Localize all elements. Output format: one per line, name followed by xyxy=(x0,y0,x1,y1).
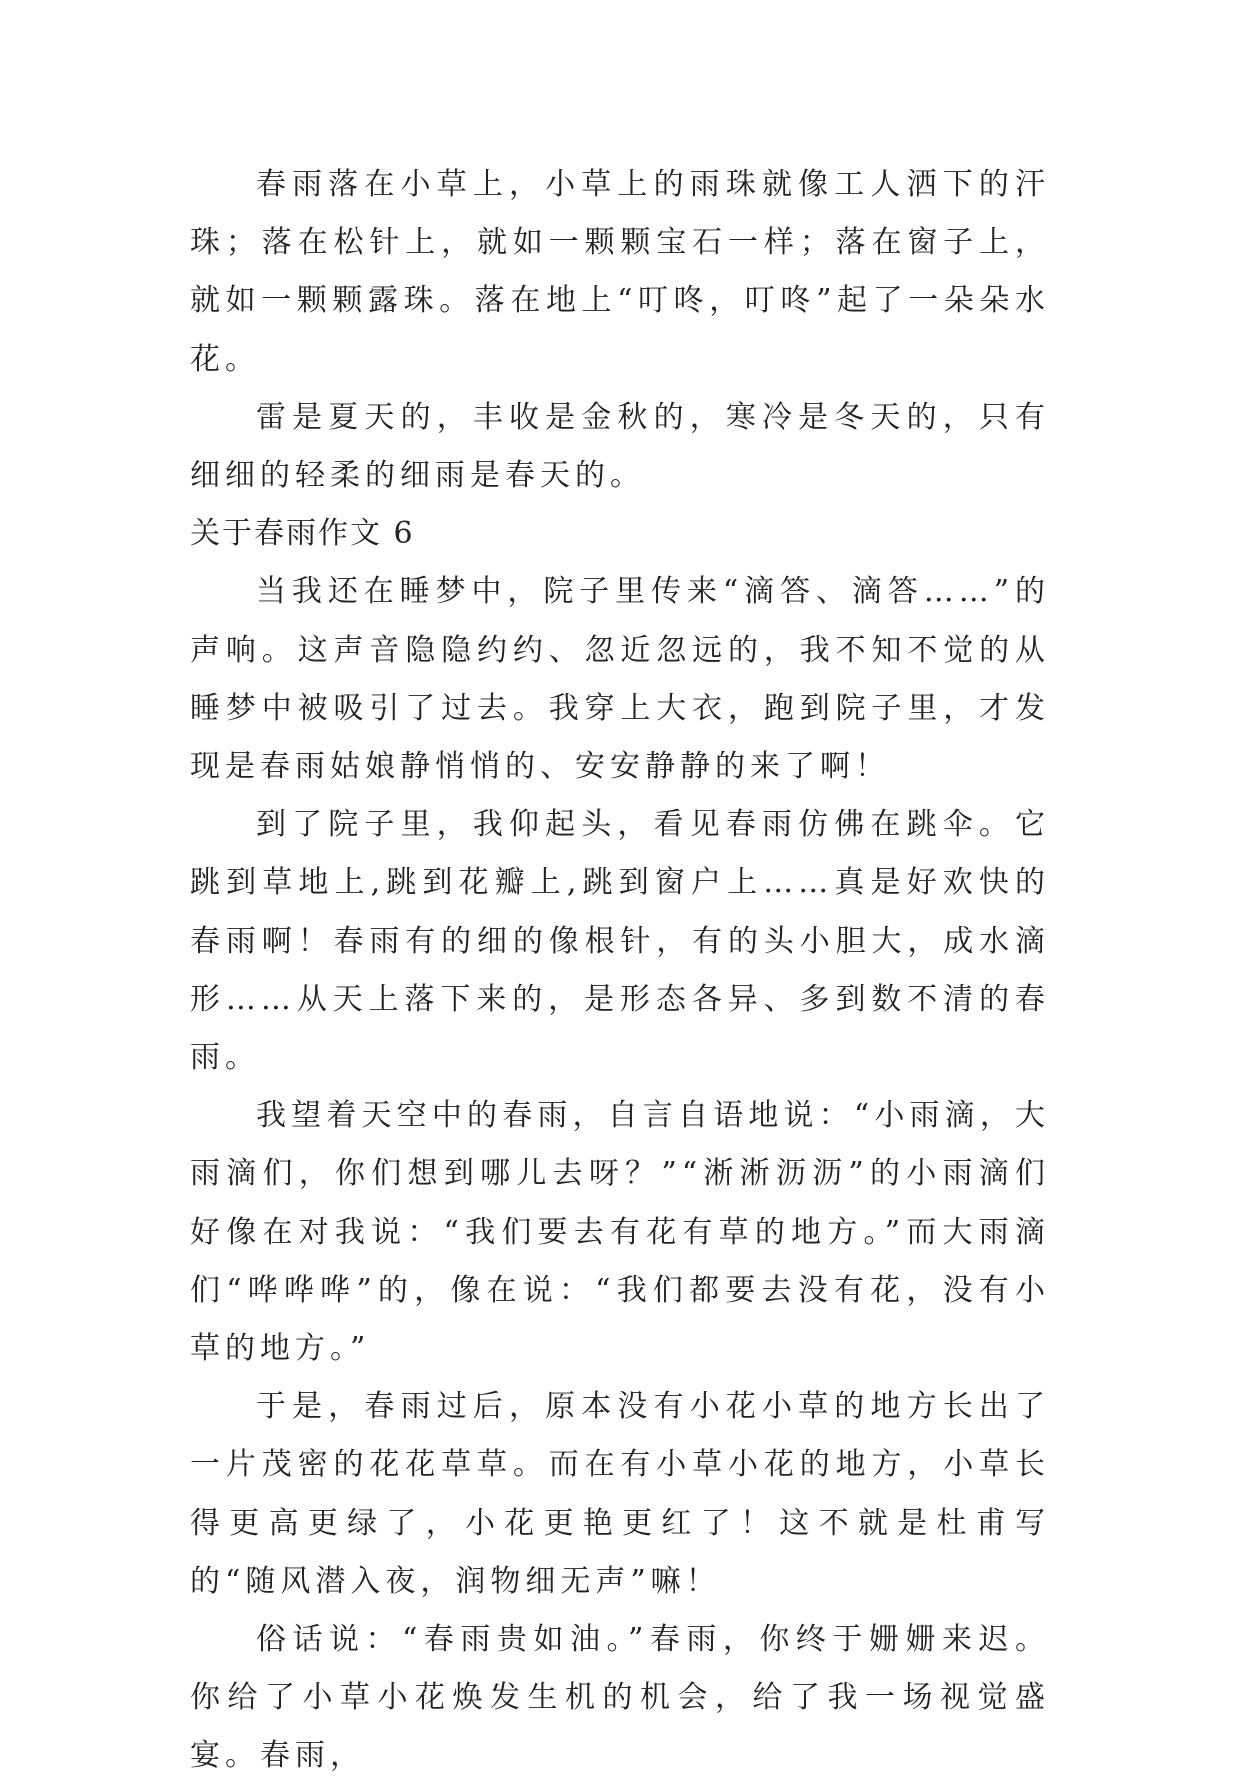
paragraph: 雷是夏天的，丰收是金秋的，寒冷是冬天的，只有细细的轻柔的细雨是春天的。 xyxy=(190,399,1050,494)
paragraph: 我望着天空中的春雨，自言自语地说：“小雨滴，大雨滴们，你们想到哪儿去呀？”“淅淅沥沥”的小雨滴们好像在对我说：“我们要去有花有草的地方。”而大雨滴们“哗哗哗”的，像在说：“我们都要去没有花，没有小草的地方。” xyxy=(190,1098,1050,1367)
paragraph: 春雨落在小草上，小草上的雨珠就像工人洒下的汗珠；落在松针上，就如一颗颗宝石一样；落在窗子上，就如一颗颗露珠。落在地上“叮咚，叮咚”起了一朵朵水花。 xyxy=(190,167,1050,377)
paragraph: 当我还在睡梦中，院子里传来“滴答、滴答……”的声响。这声音隐隐约约、忽近忽远的，我不知不觉的从睡梦中被吸引了过去。我穿上大衣，跑到院子里，才发现是春雨姑娘静悄悄的、安安静静的来了啊！ xyxy=(190,574,1050,785)
paragraph: 于是，春雨过后，原本没有小花小草的地方长出了一片茂密的花花草草。而在有小草小花的地方，小草长得更高更绿了，小花更艳更红了！这不就是杜甫写的“随风潜入夜，润物细无声”嘛！ xyxy=(190,1389,1050,1599)
paragraph: 俗话说：“春雨贵如油。”春雨，你终于姗姗来迟。你给了小草小花焕发生机的机会，给了我一场视觉盛宴。春雨， xyxy=(190,1622,1050,1774)
section-title: 关于春雨作文 6 xyxy=(190,516,415,552)
document-body xyxy=(190,156,1050,1786)
paragraph: 到了院子里，我仰起头，看见春雨仿佛在跳伞。它跳到草地上,跳到花瓣上,跳到窗户上……真是好欢快的春雨啊！春雨有的细的像根针，有的头小胆大，成水滴形……从天上落下来的，是形态各异、多到数不清的春雨。 xyxy=(190,807,1050,1076)
